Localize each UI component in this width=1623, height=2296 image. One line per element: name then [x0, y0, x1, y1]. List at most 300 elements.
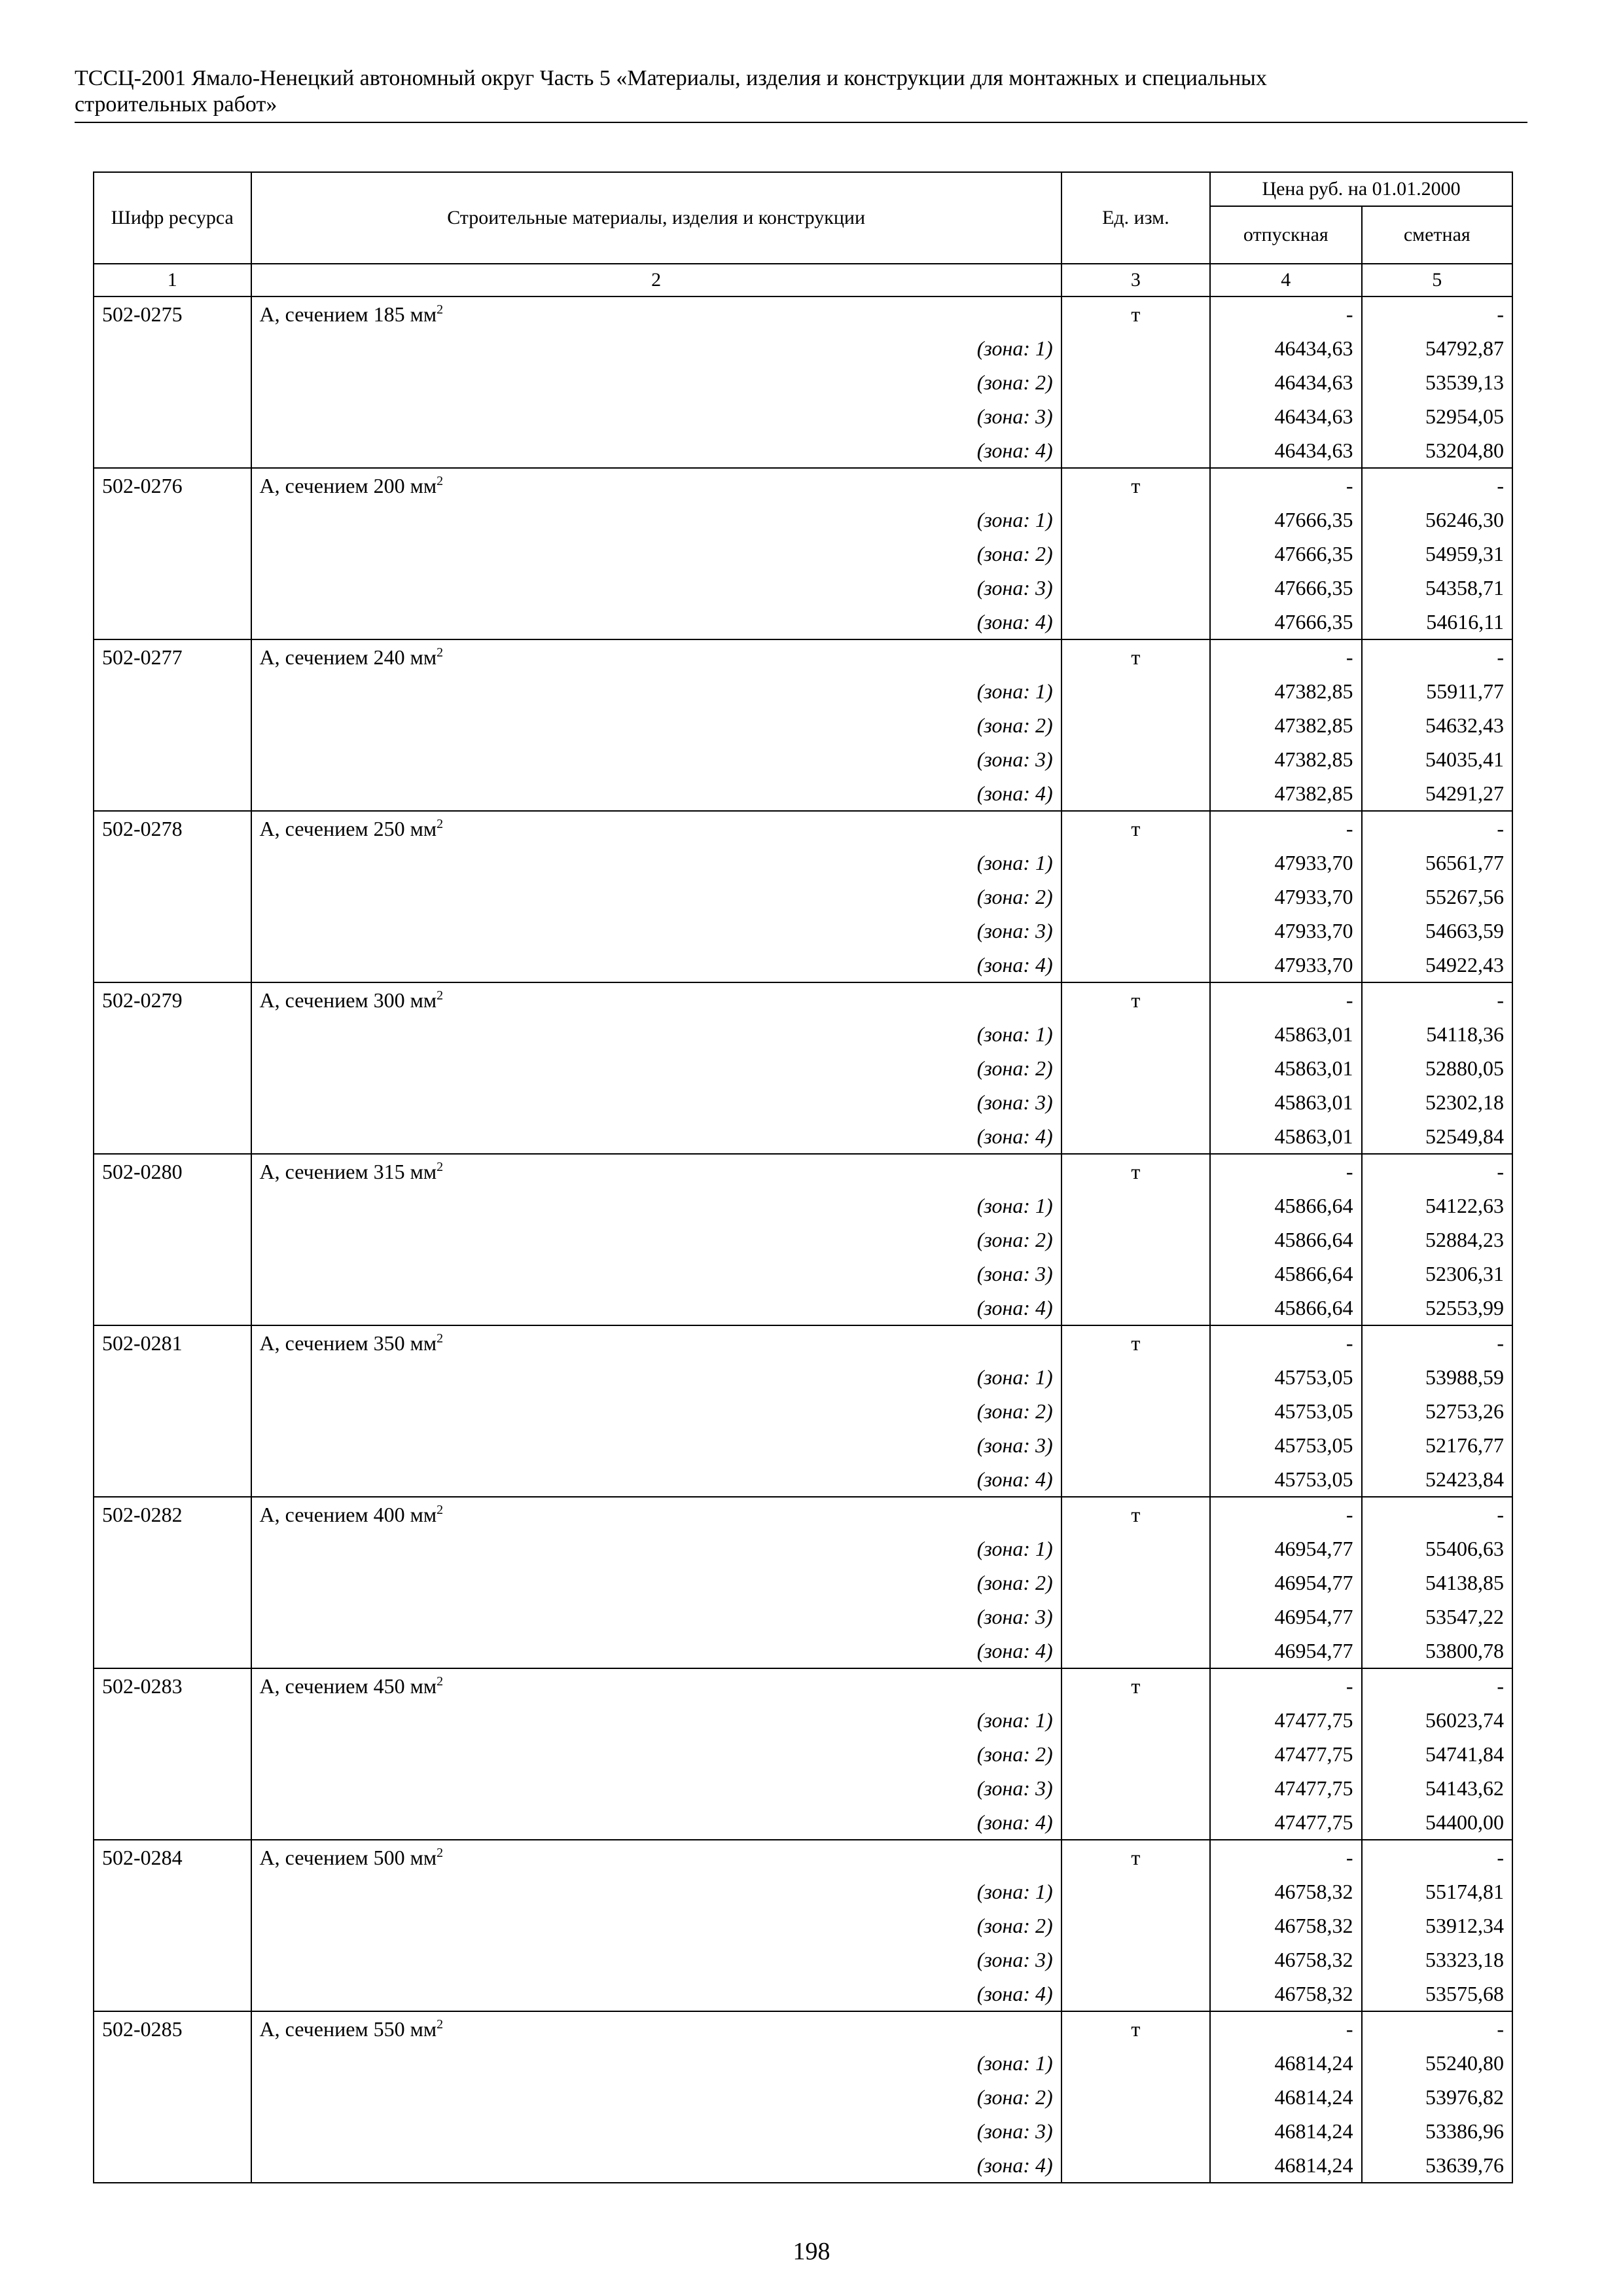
resource-name: [251, 296, 1061, 331]
empty-cell: [94, 1085, 251, 1119]
release-price: 46434,63: [1210, 399, 1361, 433]
release-price: 46814,24: [1210, 2046, 1361, 2080]
resource-name-text: А, сечением 400 мм: [259, 1503, 437, 1526]
table-body: [94, 296, 1512, 2183]
estimate-price: -: [1362, 982, 1512, 1017]
release-price: 46814,24: [1210, 2080, 1361, 2114]
release-price: 47382,85: [1210, 776, 1361, 811]
zone-label: (зона: 4): [251, 2148, 1061, 2183]
release-price: 46758,32: [1210, 1909, 1361, 1943]
unit-cell: т: [1061, 2011, 1210, 2046]
empty-cell: [94, 1703, 251, 1737]
release-price: -: [1210, 296, 1361, 331]
square-superscript: 2: [437, 645, 444, 660]
table-row-zone: [94, 2046, 1512, 2080]
empty-cell: [1061, 948, 1210, 982]
column-number: 4: [1210, 264, 1361, 296]
estimate-price: 54922,43: [1362, 948, 1512, 982]
release-price: 45863,01: [1210, 1017, 1361, 1051]
table-row-zone: [94, 1532, 1512, 1566]
release-price: 47666,35: [1210, 503, 1361, 537]
estimate-price: -: [1362, 811, 1512, 846]
estimate-price: 56023,74: [1362, 1703, 1512, 1737]
estimate-price: 52954,05: [1362, 399, 1512, 433]
table-row-zone: [94, 1189, 1512, 1223]
table-row-zone: [94, 880, 1512, 914]
empty-cell: [1061, 399, 1210, 433]
estimate-price: 54122,63: [1362, 1189, 1512, 1223]
table-row-zone: [94, 331, 1512, 365]
zone-label: (зона: 4): [251, 776, 1061, 811]
release-price: 47933,70: [1210, 846, 1361, 880]
release-price: 47933,70: [1210, 914, 1361, 948]
release-price: 46954,77: [1210, 1566, 1361, 1600]
column-number: 3: [1061, 264, 1210, 296]
release-price: -: [1210, 1668, 1361, 1703]
table-row-resource: [94, 982, 1512, 1017]
empty-cell: [94, 1394, 251, 1428]
col-header-name: Строительные материалы, изделия и конструкции: [251, 172, 1061, 264]
resource-name-text: А, сечением 300 мм: [259, 988, 437, 1012]
zone-label: (зона: 1): [251, 331, 1061, 365]
empty-cell: [94, 1017, 251, 1051]
release-price: 47666,35: [1210, 571, 1361, 605]
release-price: 47382,85: [1210, 708, 1361, 742]
header-line-1: ТССЦ-2001 Ямало-Ненецкий автономный округ Часть 5 «Материалы, изделия и конструкции для монтажных и специальных: [75, 66, 1267, 90]
empty-cell: [1061, 571, 1210, 605]
empty-cell: [94, 1462, 251, 1497]
release-price: 45753,05: [1210, 1360, 1361, 1394]
release-price: -: [1210, 468, 1361, 503]
table-row-zone: [94, 1805, 1512, 1840]
empty-cell: [94, 914, 251, 948]
empty-cell: [1061, 1051, 1210, 1085]
resource-name: [251, 1325, 1061, 1360]
resource-code: 502-0282: [94, 1497, 251, 1532]
table-row-zone: [94, 1977, 1512, 2011]
column-number-row: [94, 264, 1512, 296]
zone-label: (зона: 4): [251, 1462, 1061, 1497]
estimate-price: 56561,77: [1362, 846, 1512, 880]
empty-cell: [94, 1360, 251, 1394]
table-row-zone: [94, 2114, 1512, 2148]
estimate-price: 53386,96: [1362, 2114, 1512, 2148]
resource-name-text: А, сечением 550 мм: [259, 2017, 437, 2041]
empty-cell: [1061, 1566, 1210, 1600]
empty-cell: [94, 1600, 251, 1634]
release-price: 47477,75: [1210, 1805, 1361, 1840]
release-price: 45866,64: [1210, 1189, 1361, 1223]
empty-cell: [94, 365, 251, 399]
header-line-2: строительных работ»: [75, 92, 277, 117]
empty-cell: [1061, 1223, 1210, 1257]
empty-cell: [94, 1737, 251, 1771]
resource-code: 502-0281: [94, 1325, 251, 1360]
release-price: -: [1210, 639, 1361, 674]
estimate-price: 54118,36: [1362, 1017, 1512, 1051]
release-price: 47933,70: [1210, 880, 1361, 914]
table-row-resource: [94, 1497, 1512, 1532]
table-row-zone: [94, 742, 1512, 776]
release-price: 47666,35: [1210, 605, 1361, 639]
estimate-price: 55406,63: [1362, 1532, 1512, 1566]
estimate-price: 52423,84: [1362, 1462, 1512, 1497]
resource-code: 502-0277: [94, 639, 251, 674]
table-row-zone: [94, 503, 1512, 537]
empty-cell: [94, 503, 251, 537]
empty-cell: [94, 1874, 251, 1909]
table-row-zone: [94, 1017, 1512, 1051]
estimate-price: -: [1362, 468, 1512, 503]
empty-cell: [1061, 1977, 1210, 2011]
release-price: 47477,75: [1210, 1771, 1361, 1805]
empty-cell: [1061, 1394, 1210, 1428]
empty-cell: [1061, 1428, 1210, 1462]
release-price: 45863,01: [1210, 1085, 1361, 1119]
estimate-price: 53539,13: [1362, 365, 1512, 399]
estimate-price: 54663,59: [1362, 914, 1512, 948]
empty-cell: [1061, 1909, 1210, 1943]
zone-label: (зона: 4): [251, 1634, 1061, 1668]
empty-cell: [1061, 2114, 1210, 2148]
estimate-price: 53547,22: [1362, 1600, 1512, 1634]
zone-label: (зона: 3): [251, 914, 1061, 948]
table-row-zone: [94, 365, 1512, 399]
unit-cell: т: [1061, 1668, 1210, 1703]
resource-code: 502-0285: [94, 2011, 251, 2046]
estimate-price: 53323,18: [1362, 1943, 1512, 1977]
resource-name-text: А, сечением 315 мм: [259, 1160, 437, 1183]
empty-cell: [94, 2114, 251, 2148]
empty-cell: [1061, 365, 1210, 399]
resource-name: [251, 639, 1061, 674]
empty-cell: [1061, 1017, 1210, 1051]
estimate-price: -: [1362, 1325, 1512, 1360]
empty-cell: [1061, 880, 1210, 914]
estimate-price: 53800,78: [1362, 1634, 1512, 1668]
release-price: -: [1210, 1840, 1361, 1874]
zone-label: (зона: 1): [251, 1532, 1061, 1566]
estimate-price: 52753,26: [1362, 1394, 1512, 1428]
zone-label: (зона: 3): [251, 1771, 1061, 1805]
resource-name-text: А, сечением 200 мм: [259, 474, 437, 497]
table-row-zone: [94, 1943, 1512, 1977]
empty-cell: [94, 674, 251, 708]
empty-cell: [94, 605, 251, 639]
col-header-estimate: сметная: [1362, 206, 1512, 264]
empty-cell: [1061, 2148, 1210, 2183]
square-superscript: 2: [437, 1846, 444, 1860]
estimate-price: 54792,87: [1362, 331, 1512, 365]
square-superscript: 2: [437, 2017, 444, 2032]
zone-label: (зона: 2): [251, 537, 1061, 571]
zone-label: (зона: 4): [251, 1291, 1061, 1325]
empty-cell: [1061, 1257, 1210, 1291]
zone-label: (зона: 3): [251, 1085, 1061, 1119]
empty-cell: [1061, 537, 1210, 571]
release-price: 46954,77: [1210, 1532, 1361, 1566]
resource-name-text: А, сечением 350 мм: [259, 1331, 437, 1355]
empty-cell: [1061, 1943, 1210, 1977]
table-row-resource: [94, 2011, 1512, 2046]
table-row-zone: [94, 1462, 1512, 1497]
resource-name: [251, 1497, 1061, 1532]
estimate-price: 55174,81: [1362, 1874, 1512, 1909]
release-price: 45753,05: [1210, 1462, 1361, 1497]
table-row-zone: [94, 1703, 1512, 1737]
empty-cell: [94, 1805, 251, 1840]
release-price: 47477,75: [1210, 1737, 1361, 1771]
release-price: -: [1210, 2011, 1361, 2046]
empty-cell: [1061, 1874, 1210, 1909]
zone-label: (зона: 2): [251, 1394, 1061, 1428]
empty-cell: [1061, 708, 1210, 742]
empty-cell: [1061, 742, 1210, 776]
unit-cell: т: [1061, 982, 1210, 1017]
zone-label: (зона: 2): [251, 365, 1061, 399]
release-price: 46434,63: [1210, 331, 1361, 365]
table-row-zone: [94, 1291, 1512, 1325]
table-row-resource: [94, 1840, 1512, 1874]
zone-label: (зона: 3): [251, 1943, 1061, 1977]
zone-label: (зона: 3): [251, 742, 1061, 776]
table-row-zone: [94, 776, 1512, 811]
empty-cell: [94, 399, 251, 433]
empty-cell: [94, 708, 251, 742]
resource-code: 502-0276: [94, 468, 251, 503]
zone-label: (зона: 1): [251, 1189, 1061, 1223]
empty-cell: [1061, 1703, 1210, 1737]
empty-cell: [94, 1223, 251, 1257]
column-number: 2: [251, 264, 1061, 296]
release-price: 45866,64: [1210, 1257, 1361, 1291]
release-price: 47477,75: [1210, 1703, 1361, 1737]
table-row-zone: [94, 2148, 1512, 2183]
estimate-price: 54616,11: [1362, 605, 1512, 639]
resource-name-text: А, сечением 240 мм: [259, 645, 437, 669]
empty-cell: [94, 1428, 251, 1462]
table-row-resource: [94, 1668, 1512, 1703]
resource-name-text: А, сечением 450 мм: [259, 1674, 437, 1698]
empty-cell: [1061, 1600, 1210, 1634]
table-row-resource: [94, 1325, 1512, 1360]
release-price: 46954,77: [1210, 1600, 1361, 1634]
resource-code: 502-0275: [94, 296, 251, 331]
empty-cell: [1061, 1119, 1210, 1154]
estimate-price: 54632,43: [1362, 708, 1512, 742]
empty-cell: [94, 1257, 251, 1291]
empty-cell: [1061, 2080, 1210, 2114]
square-superscript: 2: [437, 817, 444, 831]
table-row-zone: [94, 708, 1512, 742]
estimate-price: -: [1362, 296, 1512, 331]
empty-cell: [1061, 433, 1210, 468]
estimate-price: 52306,31: [1362, 1257, 1512, 1291]
empty-cell: [1061, 914, 1210, 948]
empty-cell: [94, 1291, 251, 1325]
table-row-resource: [94, 639, 1512, 674]
estimate-price: 54959,31: [1362, 537, 1512, 571]
table-row-zone: [94, 1771, 1512, 1805]
square-superscript: 2: [437, 474, 444, 488]
empty-cell: [94, 1119, 251, 1154]
release-price: 46434,63: [1210, 433, 1361, 468]
zone-label: (зона: 1): [251, 1703, 1061, 1737]
empty-cell: [94, 537, 251, 571]
unit-cell: т: [1061, 1497, 1210, 1532]
empty-cell: [1061, 1291, 1210, 1325]
resource-name-text: А, сечением 250 мм: [259, 817, 437, 840]
release-price: 47382,85: [1210, 674, 1361, 708]
resource-code: 502-0280: [94, 1154, 251, 1189]
estimate-price: 55240,80: [1362, 2046, 1512, 2080]
col-header-price-group: Цена руб. на 01.01.2000: [1210, 172, 1512, 206]
estimate-price: 54400,00: [1362, 1805, 1512, 1840]
table-row-zone: [94, 1051, 1512, 1085]
zone-label: (зона: 3): [251, 2114, 1061, 2148]
resource-name: [251, 811, 1061, 846]
estimate-price: 52880,05: [1362, 1051, 1512, 1085]
estimate-price: 56246,30: [1362, 503, 1512, 537]
col-header-release: отпускная: [1210, 206, 1361, 264]
empty-cell: [94, 433, 251, 468]
estimate-price: -: [1362, 639, 1512, 674]
col-header-code: Шифр ресурса: [94, 172, 251, 264]
empty-cell: [94, 846, 251, 880]
estimate-price: -: [1362, 1840, 1512, 1874]
price-table: [93, 171, 1513, 2183]
release-price: 46434,63: [1210, 365, 1361, 399]
resource-name-text: А, сечением 185 мм: [259, 302, 437, 326]
square-superscript: 2: [437, 988, 444, 1003]
table-row-zone: [94, 674, 1512, 708]
release-price: 45863,01: [1210, 1051, 1361, 1085]
column-number: 5: [1362, 264, 1512, 296]
zone-label: (зона: 2): [251, 880, 1061, 914]
empty-cell: [94, 742, 251, 776]
empty-cell: [1061, 1360, 1210, 1394]
estimate-price: 55267,56: [1362, 880, 1512, 914]
estimate-price: 53575,68: [1362, 1977, 1512, 2011]
col-header-unit: Ед. изм.: [1061, 172, 1210, 264]
resource-code: 502-0284: [94, 1840, 251, 1874]
estimate-price: 53639,76: [1362, 2148, 1512, 2183]
zone-label: (зона: 2): [251, 2080, 1061, 2114]
unit-cell: т: [1061, 296, 1210, 331]
zone-label: (зона: 2): [251, 708, 1061, 742]
zone-label: (зона: 3): [251, 399, 1061, 433]
empty-cell: [1061, 1189, 1210, 1223]
release-price: 47666,35: [1210, 537, 1361, 571]
page-header: [75, 65, 1527, 123]
resource-name: [251, 1840, 1061, 1874]
estimate-price: -: [1362, 2011, 1512, 2046]
zone-label: (зона: 3): [251, 571, 1061, 605]
release-price: 45866,64: [1210, 1223, 1361, 1257]
empty-cell: [94, 880, 251, 914]
zone-label: (зона: 1): [251, 846, 1061, 880]
zone-label: (зона: 2): [251, 1737, 1061, 1771]
release-price: 45866,64: [1210, 1291, 1361, 1325]
zone-label: (зона: 2): [251, 1051, 1061, 1085]
estimate-price: -: [1362, 1497, 1512, 1532]
zone-label: (зона: 1): [251, 674, 1061, 708]
empty-cell: [94, 776, 251, 811]
zone-label: (зона: 1): [251, 2046, 1061, 2080]
empty-cell: [94, 331, 251, 365]
resource-code: 502-0283: [94, 1668, 251, 1703]
empty-cell: [94, 2080, 251, 2114]
zone-label: (зона: 2): [251, 1909, 1061, 1943]
empty-cell: [94, 1771, 251, 1805]
empty-cell: [1061, 1737, 1210, 1771]
release-price: 46758,32: [1210, 1943, 1361, 1977]
table-row-resource: [94, 296, 1512, 331]
estimate-price: 52884,23: [1362, 1223, 1512, 1257]
empty-cell: [1061, 503, 1210, 537]
estimate-price: 53204,80: [1362, 433, 1512, 468]
empty-cell: [94, 1532, 251, 1566]
empty-cell: [94, 948, 251, 982]
page-number: 198: [793, 2238, 830, 2265]
table-row-zone: [94, 605, 1512, 639]
resource-code: 502-0278: [94, 811, 251, 846]
zone-label: (зона: 1): [251, 1017, 1061, 1051]
release-price: 46814,24: [1210, 2148, 1361, 2183]
release-price: 46814,24: [1210, 2114, 1361, 2148]
unit-cell: т: [1061, 1154, 1210, 1189]
estimate-price: 52176,77: [1362, 1428, 1512, 1462]
empty-cell: [1061, 1634, 1210, 1668]
zone-label: (зона: 4): [251, 1119, 1061, 1154]
table-row-zone: [94, 1085, 1512, 1119]
table-row-zone: [94, 537, 1512, 571]
estimate-price: 52549,84: [1362, 1119, 1512, 1154]
zone-label: (зона: 1): [251, 1874, 1061, 1909]
zone-label: (зона: 2): [251, 1566, 1061, 1600]
table-row-zone: [94, 1874, 1512, 1909]
table-row-zone: [94, 1909, 1512, 1943]
empty-cell: [94, 2148, 251, 2183]
resource-code: 502-0279: [94, 982, 251, 1017]
release-price: 47933,70: [1210, 948, 1361, 982]
zone-label: (зона: 4): [251, 433, 1061, 468]
unit-cell: т: [1061, 468, 1210, 503]
estimate-price: 54138,85: [1362, 1566, 1512, 1600]
empty-cell: [1061, 1532, 1210, 1566]
release-price: -: [1210, 811, 1361, 846]
empty-cell: [94, 1566, 251, 1600]
table-row-resource: [94, 468, 1512, 503]
estimate-price: 52302,18: [1362, 1085, 1512, 1119]
resource-name-text: А, сечением 500 мм: [259, 1846, 437, 1869]
zone-label: (зона: 4): [251, 1977, 1061, 2011]
table-row-zone: [94, 1634, 1512, 1668]
table-row-zone: [94, 1566, 1512, 1600]
square-superscript: 2: [437, 1674, 444, 1689]
table-row-zone: [94, 1600, 1512, 1634]
zone-label: (зона: 4): [251, 605, 1061, 639]
empty-cell: [1061, 1085, 1210, 1119]
zone-label: (зона: 1): [251, 1360, 1061, 1394]
release-price: -: [1210, 1154, 1361, 1189]
resource-name: [251, 468, 1061, 503]
unit-cell: т: [1061, 1325, 1210, 1360]
unit-cell: т: [1061, 639, 1210, 674]
estimate-price: 55911,77: [1362, 674, 1512, 708]
empty-cell: [1061, 605, 1210, 639]
table-row-zone: [94, 399, 1512, 433]
